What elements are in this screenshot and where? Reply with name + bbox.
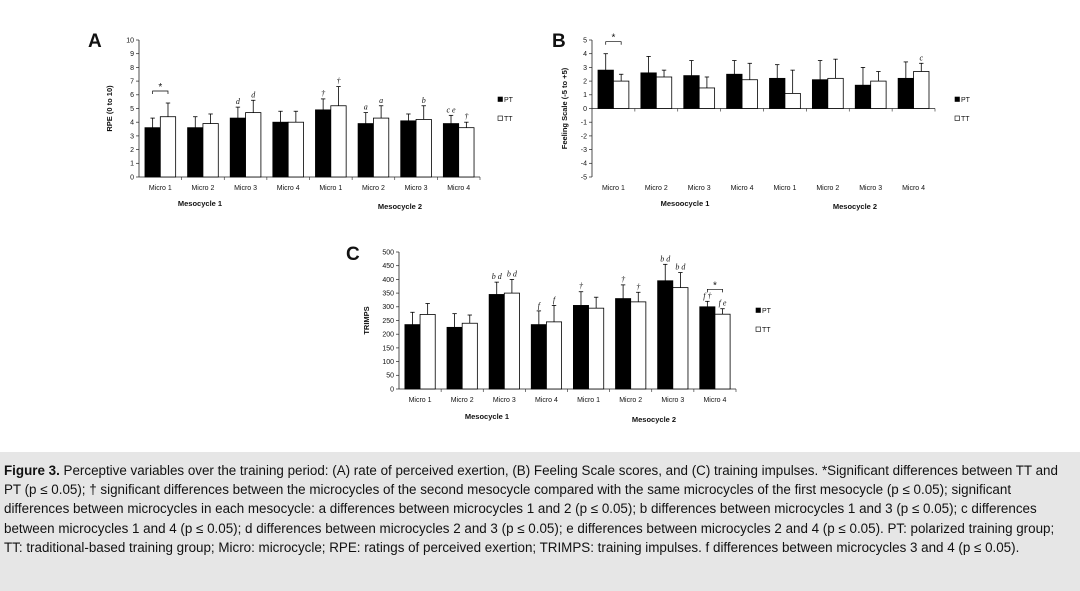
y-tick-label: 100 <box>382 359 394 366</box>
bar-tt <box>331 106 346 177</box>
significance-label: † <box>321 88 326 98</box>
significance-label: c e <box>446 105 456 115</box>
x-tick-label: Micro 1 <box>577 397 601 404</box>
group-label: Mesocycle 2 <box>631 415 677 424</box>
x-tick-label: Micro 4 <box>534 397 558 404</box>
significance-star: * <box>158 82 163 94</box>
legend <box>498 97 514 123</box>
legend-swatch-tt <box>756 327 761 332</box>
x-tick-label: Micro 2 <box>191 185 215 192</box>
legend-label-pt: PT <box>762 308 771 315</box>
bar-pt <box>188 128 203 177</box>
x-tick-label: Micro 4 <box>902 185 926 192</box>
bar-pt <box>230 118 245 177</box>
y-tick-label: 300 <box>382 304 394 312</box>
significance-label: c <box>919 53 924 63</box>
legend <box>756 308 772 334</box>
x-tick-label: Micro 2 <box>450 397 474 404</box>
bar-tt <box>589 308 604 389</box>
bar-pt <box>145 128 160 177</box>
legend <box>955 97 971 123</box>
x-tick-label: Micro 3 <box>492 397 516 404</box>
y-tick-label: -2 <box>580 133 587 141</box>
bar-tt <box>914 72 929 109</box>
bar-tt <box>459 128 474 177</box>
significance-star: * <box>611 32 616 44</box>
y-tick-label: 7 <box>130 78 134 86</box>
y-tick-label: 200 <box>382 331 394 339</box>
significance-star: * <box>712 280 717 292</box>
caption-text: Perceptive variables over the training period: (A) rate of perceived exertion, (B) Feeling Scale scores, and (C) training impulses. *Significant differences between TT and PT (p ≤ 0.05); † significant differences between the microcycles of the second mesocycle compared with the same microcycles of the first mesocycle (p ≤ 0.05); significant differences between microcycles in each mesocycle: a differences between microcycles 1 and 2 (p ≤ 0.05); b differences between microcycles 1 and 3 (p ≤ 0.05); c differences between microcycles 1 and 4 (p ≤ 0.05); d differences between microcycles 2 and 3 (p ≤ 0.05); e differences between microcycles 2 and 4 (p ≤ 0.05). PT: polarized training group; TT: traditional-based training group; Micro: microcycle; RPE: ratings of perceived exertion; TRIMPS: training impulses. f differences between microcycles 3 and 4 (p ≤ 0.05). <box>4 463 1058 555</box>
y-tick-label: 4 <box>583 51 587 59</box>
y-tick-label: 400 <box>382 276 394 284</box>
significance-label: † <box>464 112 469 122</box>
panel-letter: C <box>346 244 360 265</box>
significance-label: b d <box>491 272 502 282</box>
y-tick-label: 450 <box>382 263 394 271</box>
bar-pt <box>401 121 416 177</box>
bar-tt <box>631 302 646 389</box>
significance-label: † <box>636 282 641 292</box>
x-tick-label: Micro 4 <box>730 185 754 192</box>
y-tick-label: 350 <box>382 290 394 298</box>
x-tick-label: Micro 3 <box>859 185 883 192</box>
bar-tt <box>715 314 730 389</box>
bar-pt <box>531 325 546 389</box>
legend-swatch-tt <box>955 116 960 121</box>
significance-label: f <box>552 295 556 305</box>
bar-tt <box>246 113 261 177</box>
bar-tt <box>416 119 431 177</box>
y-tick-label: 1 <box>130 160 134 168</box>
x-tick-label: Micro 1 <box>408 397 432 404</box>
panel-letter: A <box>88 31 102 52</box>
significance-label: † <box>336 76 341 86</box>
y-tick-label: 150 <box>382 345 394 353</box>
y-tick-label: 8 <box>130 64 134 72</box>
bar-pt <box>598 70 613 108</box>
group-label: Mesoocycle 1 <box>660 199 710 208</box>
bar-tt <box>160 117 175 177</box>
legend-swatch-pt <box>955 97 960 102</box>
significance-label: d <box>251 90 256 100</box>
bar-tt <box>673 288 688 389</box>
x-tick-label: Micro 1 <box>601 185 625 192</box>
bar-pt <box>315 110 330 177</box>
legend-swatch-pt <box>756 308 761 313</box>
y-tick-label: 4 <box>130 119 134 127</box>
y-axis-label: RPE (0 to 10) <box>105 85 114 132</box>
bar-tt <box>871 81 886 108</box>
bar-pt <box>358 124 373 177</box>
bar-pt <box>443 124 458 177</box>
y-axis-label: TRIMPS <box>362 306 371 335</box>
bar-pt <box>405 325 420 389</box>
group-label: Mesocycle 1 <box>464 412 510 421</box>
y-tick-label: -3 <box>580 147 587 154</box>
x-tick-label: Micro 1 <box>773 185 797 192</box>
y-tick-label: 500 <box>382 249 394 257</box>
bar-tt <box>288 122 303 177</box>
significance-label: b d <box>675 262 686 272</box>
bar-pt <box>700 307 715 389</box>
bar-tt <box>373 118 388 177</box>
bar-tt <box>785 93 800 108</box>
y-tick-label: 50 <box>386 372 394 380</box>
bar-pt <box>573 305 588 389</box>
bar-tt <box>742 80 757 109</box>
legend-label-tt: TT <box>504 116 513 123</box>
legend-label-tt: TT <box>762 327 771 334</box>
x-tick-label: Micro 2 <box>644 185 668 192</box>
y-tick-label: 6 <box>130 92 134 100</box>
y-tick-label: -5 <box>580 174 587 182</box>
bar-tt <box>203 124 218 177</box>
bar-pt <box>658 281 673 389</box>
significance-label: f † <box>703 291 712 301</box>
group-label: Mesocycle 2 <box>377 202 423 211</box>
significance-label: f <box>537 300 540 310</box>
y-tick-label: 0 <box>130 174 134 182</box>
bar-pt <box>447 327 462 389</box>
figure-caption <box>0 452 1080 591</box>
panel-letter: B <box>552 31 566 52</box>
x-tick-label: Micro 2 <box>619 397 643 404</box>
bar-tt <box>828 78 843 108</box>
bar-tt <box>420 314 435 389</box>
legend-label-pt: PT <box>504 97 513 104</box>
bar-tt <box>546 322 561 389</box>
y-tick-label: 10 <box>126 37 134 45</box>
bar-tt <box>656 77 671 109</box>
legend-label-tt: TT <box>961 116 970 123</box>
significance-label: b d <box>660 254 671 264</box>
y-tick-label: 5 <box>583 37 587 45</box>
x-tick-label: Micro 3 <box>687 185 711 192</box>
legend-swatch-pt <box>498 97 503 102</box>
x-tick-label: Micro 1 <box>148 185 172 192</box>
bar-pt <box>616 299 631 389</box>
y-tick-label: -4 <box>580 160 587 168</box>
significance-label: f e <box>718 298 727 308</box>
y-tick-label: 2 <box>130 147 134 154</box>
x-tick-label: Micro 3 <box>234 185 258 192</box>
bar-tt <box>462 323 477 389</box>
y-tick-label: 2 <box>583 78 587 86</box>
y-tick-label: 0 <box>583 105 587 113</box>
x-tick-label: Micro 4 <box>447 185 471 192</box>
y-tick-label: 250 <box>382 317 394 325</box>
x-tick-label: Micro 4 <box>703 397 727 404</box>
y-tick-label: 3 <box>130 133 134 141</box>
significance-label: a <box>379 95 384 105</box>
y-tick-label: 0 <box>390 386 394 394</box>
bar-tt <box>504 293 519 389</box>
significance-label: d <box>235 97 240 107</box>
panel-a <box>88 31 514 211</box>
x-tick-label: Micro 2 <box>361 185 385 192</box>
bar-pt <box>489 294 504 389</box>
bar-pt <box>855 85 870 108</box>
y-tick-label: -1 <box>580 119 587 127</box>
bar-pt <box>898 78 913 108</box>
significance-label: † <box>578 281 583 291</box>
panel-b <box>552 31 971 211</box>
significance-label: † <box>621 274 626 284</box>
bar-pt <box>641 73 656 109</box>
y-tick-label: 3 <box>583 64 587 72</box>
group-label: Mesocycle 1 <box>177 199 223 208</box>
bar-tt <box>613 81 628 108</box>
y-tick-label: 1 <box>583 92 587 100</box>
significance-label: a <box>363 102 368 112</box>
y-tick-label: 9 <box>130 51 134 59</box>
x-tick-label: Micro 1 <box>319 185 343 192</box>
significance-label: b <box>421 95 426 105</box>
x-tick-label: Micro 3 <box>661 397 685 404</box>
caption-label: Figure 3. <box>4 463 60 478</box>
bar-pt <box>812 80 827 109</box>
legend-swatch-tt <box>498 116 503 121</box>
bar-pt <box>770 78 785 108</box>
bar-pt <box>273 122 288 177</box>
panel-c <box>346 244 772 424</box>
bar-pt <box>684 76 699 109</box>
legend-label-pt: PT <box>961 97 970 104</box>
x-tick-label: Micro 4 <box>276 185 300 192</box>
y-axis-label: Feeling Scale (-5 to +5) <box>560 67 569 150</box>
y-tick-label: 5 <box>130 105 134 113</box>
significance-label: b d <box>506 269 517 279</box>
bar-tt <box>699 88 714 109</box>
group-label: Mesocycle 2 <box>832 202 878 211</box>
x-tick-label: Micro 3 <box>404 185 428 192</box>
x-tick-label: Micro 2 <box>816 185 840 192</box>
bar-pt <box>727 74 742 108</box>
